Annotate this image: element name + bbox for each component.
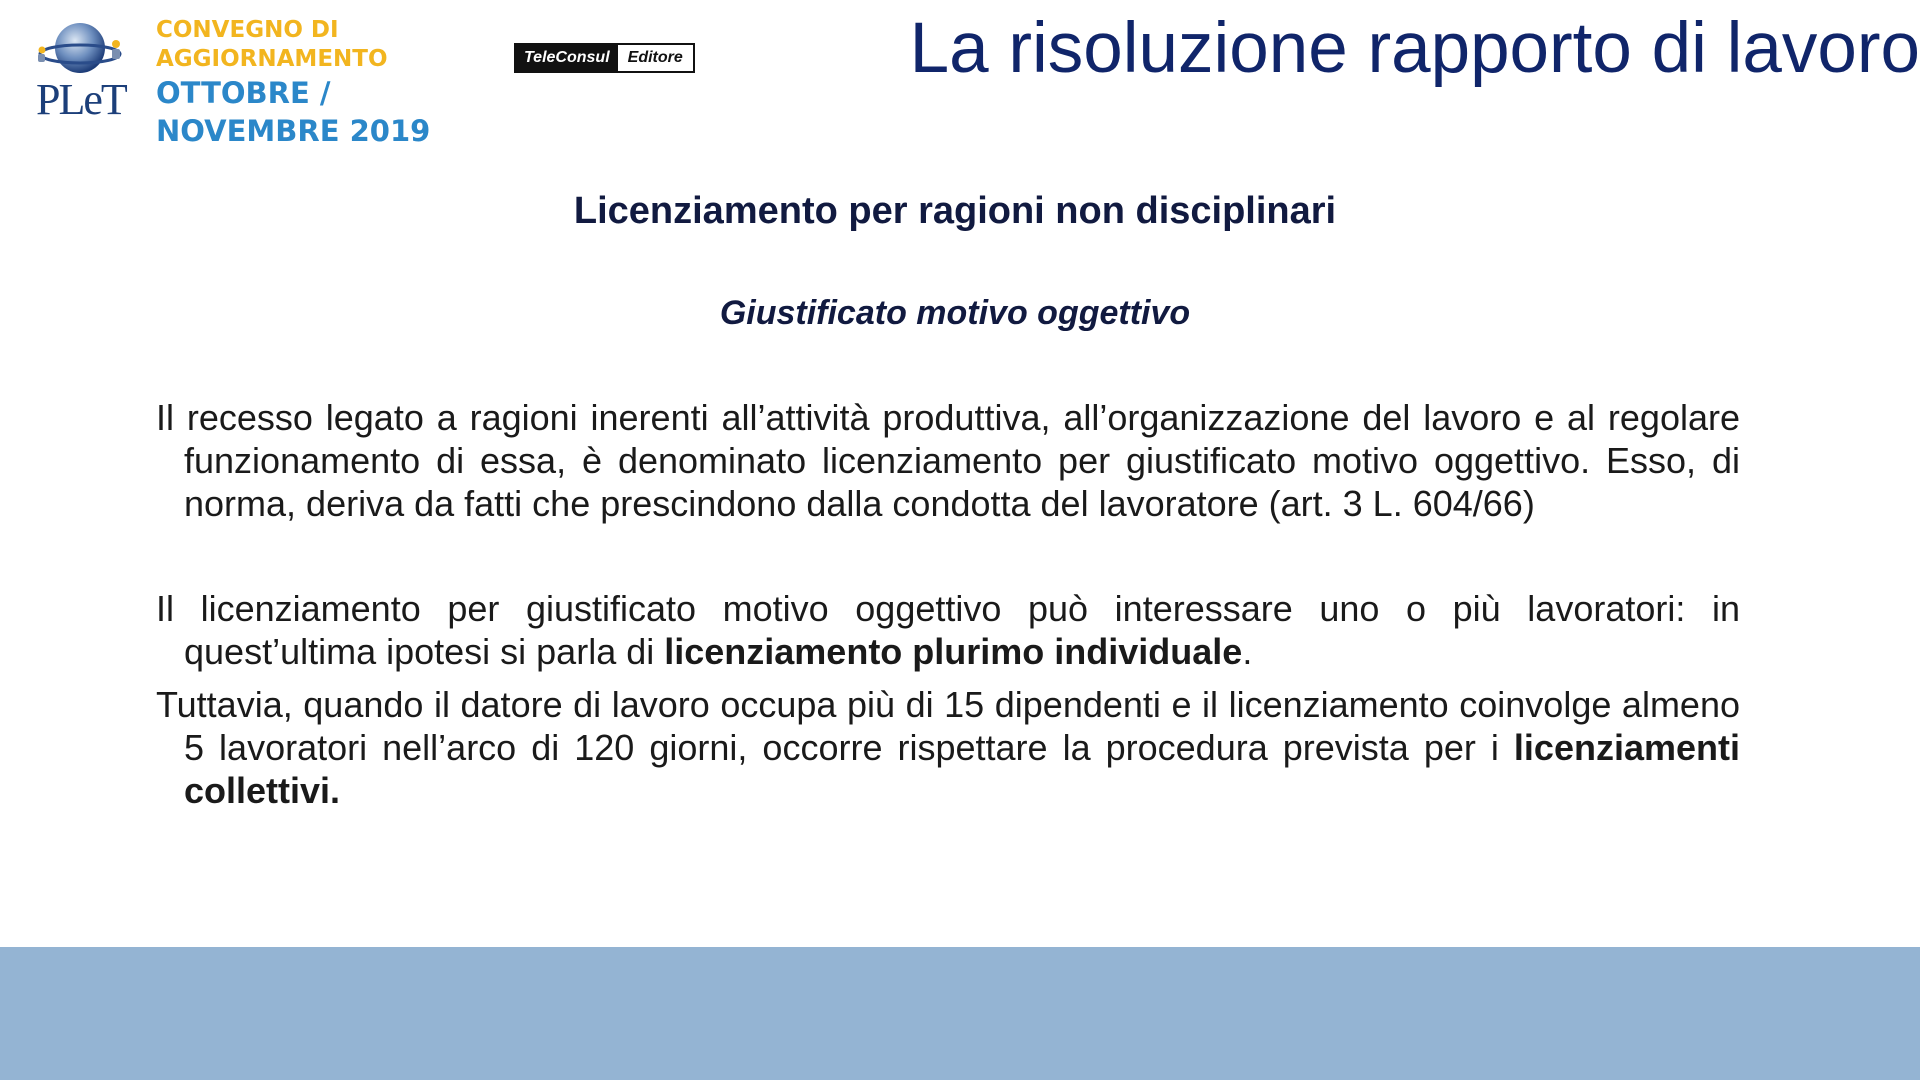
paragraph-2-text: Il licenziamento per giustificato motivo oggettivo può interessare uno o più lavoratori: in quest’ultima ipotesi si parla di bbox=[156, 588, 1740, 672]
event-line-2: AGGIORNAMENTO bbox=[156, 46, 388, 72]
paragraph-1: Il recesso legato a ragioni inerenti all’attività produttiva, all’organizzazione del lavoro e al regolare funzionamento di essa, è denominato licenziamento per giustificato motivo oggettivo. Esso, di norma, deriva da fatti che prescindono dalla condotta del lavoratore (art. 3 L. 604/66) bbox=[156, 397, 1740, 524]
paragraph-2-end: . bbox=[1242, 631, 1253, 672]
event-line-1: CONVEGNO DI bbox=[156, 17, 339, 43]
footer-band bbox=[0, 947, 1920, 1080]
slide-title: La risoluzione rapporto di lavoro bbox=[909, 9, 1920, 88]
section-subheading: Giustificato motivo oggettivo bbox=[719, 294, 1191, 332]
event-line-3: OTTOBRE / bbox=[156, 76, 331, 110]
section-heading: Licenziamento per ragioni non disciplinari bbox=[573, 190, 1337, 232]
paragraph-3-text: Tuttavia, quando il datore di lavoro occupa più di 15 dipendenti e il licenziamento coinvolge almeno 5 lavoratori nell’arco di 120 giorni, occorre rispettare la procedura prevista per i bbox=[156, 684, 1740, 768]
publisher-logo bbox=[514, 43, 695, 73]
paragraph-3 bbox=[156, 683, 1740, 812]
plet-logo-text: PLeT bbox=[36, 75, 126, 124]
slide-body bbox=[156, 396, 1740, 812]
publisher-suffix: Editore bbox=[627, 49, 683, 66]
paragraph-3-emphasis: licenziamenti collettivi. bbox=[184, 727, 1740, 811]
event-info bbox=[156, 16, 430, 150]
publisher-name: TeleConsul bbox=[516, 45, 618, 71]
event-line-4: NOVEMBRE 2019 bbox=[156, 114, 431, 148]
paragraph-2 bbox=[156, 587, 1740, 673]
paragraph-2-emphasis: licenziamento plurimo individuale bbox=[664, 631, 1243, 672]
